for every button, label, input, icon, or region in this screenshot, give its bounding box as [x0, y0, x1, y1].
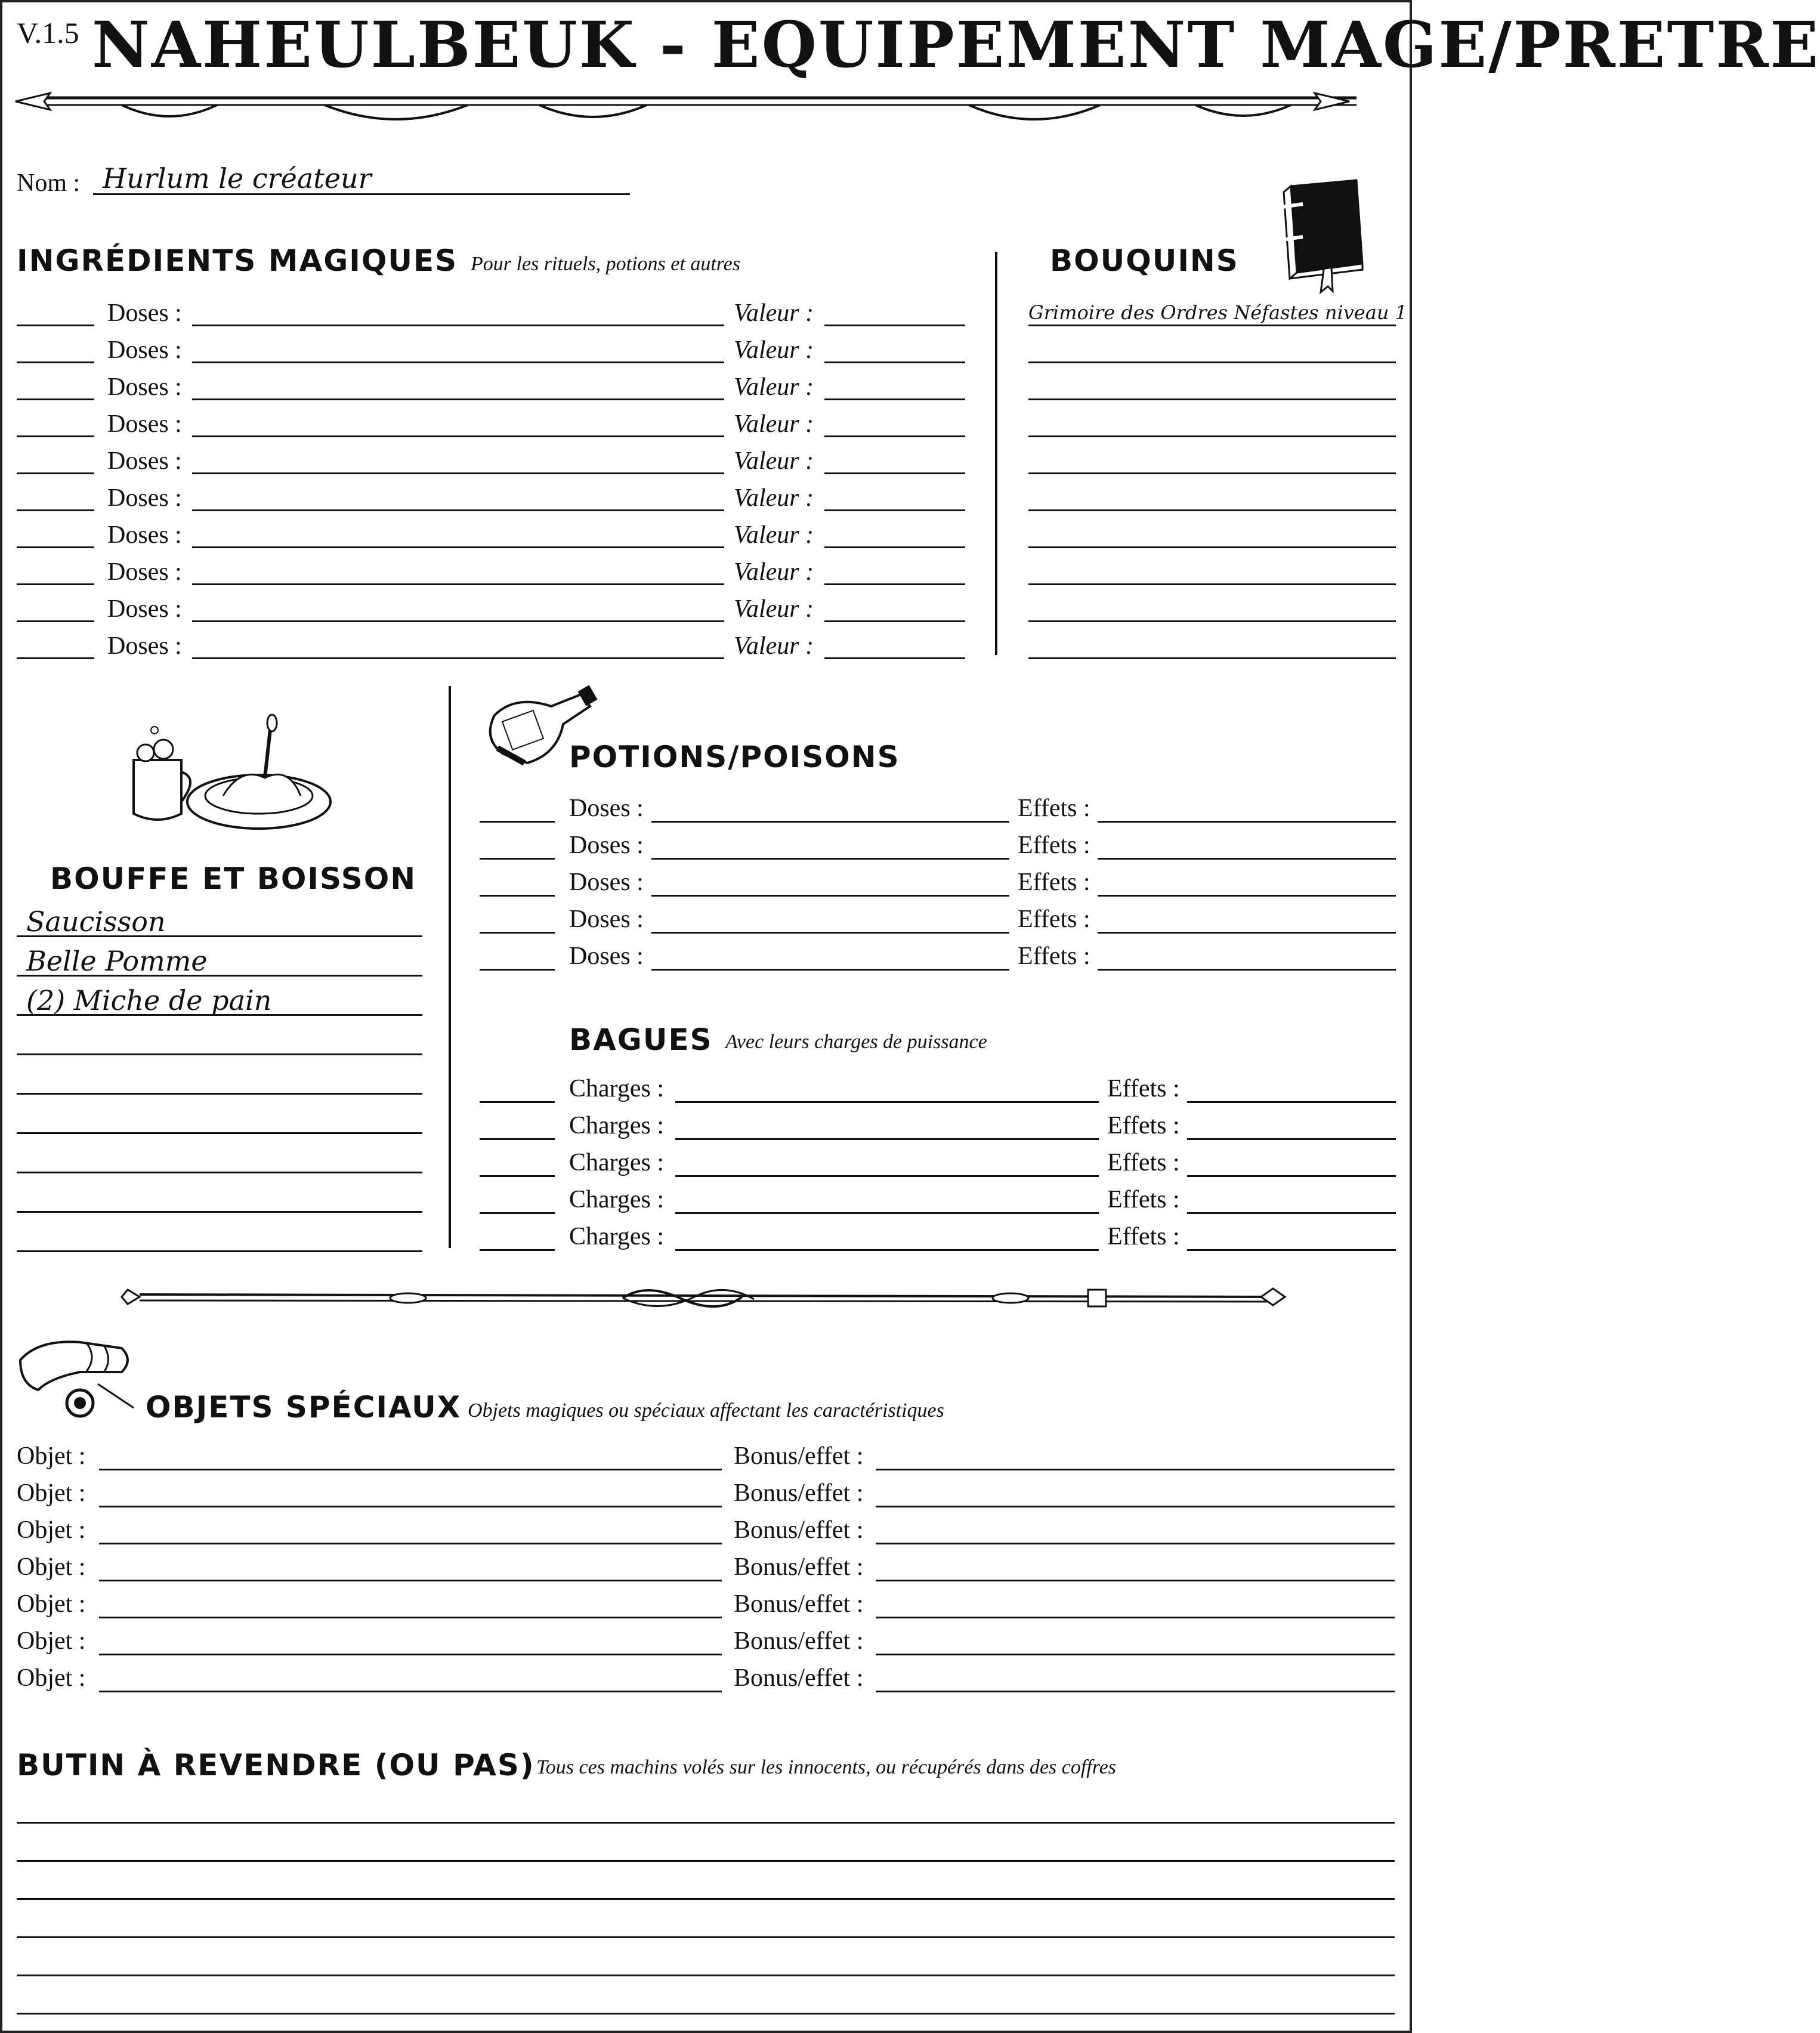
ring-effect-field[interactable]: [1187, 1175, 1396, 1177]
scroll-and-ring-icon: [14, 1336, 140, 1420]
food-field[interactable]: [17, 1211, 422, 1213]
potion-qty-field[interactable]: [480, 895, 555, 897]
special-object-label: Objet :: [17, 1442, 86, 1470]
special-bonus-label: Bonus/effet :: [734, 1442, 864, 1470]
ingredient-qty-field[interactable]: [17, 583, 94, 585]
ingredient-dose-label: Doses :: [107, 299, 182, 327]
ingredient-dose-label: Doses :: [107, 410, 182, 438]
potion-name-field[interactable]: [651, 932, 1009, 934]
ring-charges-field[interactable]: [675, 1175, 1099, 1177]
book-field[interactable]: [1028, 398, 1396, 400]
rings-subtitle: Avec leurs charges de puissance: [725, 1031, 987, 1053]
book-field[interactable]: [1028, 472, 1396, 474]
special-objects-list: [2, 1444, 1410, 1712]
ingredient-value-label: Valeur :: [734, 521, 814, 549]
special-bonus-field[interactable]: [876, 1506, 1395, 1507]
ingredient-value-field[interactable]: [824, 583, 965, 585]
ingredient-qty-field[interactable]: [17, 620, 94, 622]
potion-effect-field[interactable]: [1098, 932, 1396, 934]
column-divider: [995, 252, 997, 655]
ingredient-value-field[interactable]: [824, 472, 965, 474]
loot-field[interactable]: [17, 2013, 1395, 2015]
page-title: NAHEULBEUK - EQUIPEMENT MAGE/PRETRE: [92, 7, 1820, 82]
ingredient-value-label: Valeur :: [734, 373, 814, 401]
special-object-field[interactable]: [99, 1580, 722, 1581]
ingredient-name-field[interactable]: [192, 435, 724, 437]
book-field[interactable]: [1028, 620, 1396, 622]
ingredient-value-field[interactable]: [824, 620, 965, 622]
ingredients-list: [2, 301, 981, 671]
potion-dose-label: Doses :: [569, 869, 644, 896]
potion-name-field[interactable]: [651, 858, 1009, 860]
ring-charges-field[interactable]: [675, 1249, 1099, 1251]
book-field[interactable]: [1028, 509, 1396, 511]
book-field[interactable]: [1028, 546, 1396, 548]
loot-field[interactable]: [17, 1898, 1395, 1900]
books-title: BOUQUINS: [1050, 243, 1239, 278]
potion-effect-label: Effets :: [1018, 795, 1090, 822]
potion-qty-field[interactable]: [480, 969, 555, 971]
ring-effect-label: Effets :: [1107, 1186, 1180, 1213]
loot-field[interactable]: [17, 1936, 1395, 1938]
ingredient-value-label: Valeur :: [734, 410, 814, 438]
special-bonus-field[interactable]: [876, 1617, 1395, 1618]
special-bonus-label: Bonus/effet :: [734, 1664, 864, 1692]
book-field[interactable]: [1028, 362, 1396, 363]
ingredient-value-field[interactable]: [824, 657, 965, 659]
food-field[interactable]: [17, 1053, 422, 1055]
rings-list: [474, 1076, 1404, 1267]
ingredient-name-field[interactable]: [192, 398, 724, 400]
book-icon: [1273, 174, 1368, 293]
ring-effect-label: Effets :: [1107, 1075, 1180, 1102]
special-object-field[interactable]: [99, 1654, 722, 1655]
ring-effect-label: Effets :: [1107, 1149, 1180, 1176]
ingredient-value-field[interactable]: [824, 325, 965, 326]
book-field[interactable]: [1028, 583, 1396, 585]
food-field[interactable]: [17, 1172, 422, 1173]
name-value[interactable]: Hurlum le créateur: [103, 162, 372, 194]
ring-effect-field[interactable]: [1187, 1101, 1396, 1103]
special-object-field[interactable]: [99, 1506, 722, 1507]
book-entry[interactable]: Grimoire des Ordres Néfastes niveau 1: [1028, 301, 1407, 324]
potion-effect-field[interactable]: [1098, 969, 1396, 971]
ingredients-subtitle: Pour les rituels, potions et autres: [471, 253, 741, 275]
ingredient-value-label: Valeur :: [734, 447, 814, 475]
potion-dose-label: Doses :: [569, 906, 644, 933]
ring-charges-label: Charges :: [569, 1149, 665, 1176]
book-field[interactable]: [1028, 657, 1396, 659]
ingredient-dose-label: Doses :: [107, 595, 182, 623]
ingredient-dose-label: Doses :: [107, 484, 182, 512]
potion-qty-field[interactable]: [480, 858, 555, 860]
special-bonus-label: Bonus/effet :: [734, 1627, 864, 1655]
ingredient-name-field[interactable]: [192, 325, 724, 326]
special-bonus-label: Bonus/effet :: [734, 1590, 864, 1618]
loot-list: [2, 1792, 1410, 2031]
food-field[interactable]: [17, 1132, 422, 1134]
ingredient-name-field[interactable]: [192, 657, 724, 659]
potion-effect-field[interactable]: [1098, 821, 1396, 823]
ingredients-title: INGRÉDIENTS MAGIQUES: [17, 243, 458, 278]
food-entry[interactable]: Saucisson: [26, 906, 166, 938]
ring-effect-label: Effets :: [1107, 1223, 1180, 1250]
potion-name-field[interactable]: [651, 969, 1009, 971]
rings-title: BAGUES: [569, 1022, 713, 1057]
ring-name-field[interactable]: [480, 1212, 555, 1214]
ingredient-name-field[interactable]: [192, 620, 724, 622]
special-object-label: Objet :: [17, 1590, 86, 1618]
potion-dose-label: Doses :: [569, 795, 644, 822]
ring-charges-label: Charges :: [569, 1186, 665, 1213]
ingredient-name-field[interactable]: [192, 583, 724, 585]
ingredient-value-field[interactable]: [824, 435, 965, 437]
loot-field[interactable]: [17, 1822, 1395, 1824]
ingredient-qty-field[interactable]: [17, 362, 94, 363]
loot-field[interactable]: [17, 1975, 1395, 1976]
ingredient-qty-field[interactable]: [17, 509, 94, 511]
ring-name-field[interactable]: [480, 1175, 555, 1177]
ingredient-value-label: Valeur :: [734, 632, 814, 660]
food-entry[interactable]: Belle Pomme: [26, 945, 208, 977]
potion-effect-label: Effets :: [1018, 832, 1090, 859]
special-bonus-label: Bonus/effet :: [734, 1553, 864, 1581]
potion-dose-label: Doses :: [569, 943, 644, 970]
ingredient-qty-field[interactable]: [17, 398, 94, 400]
special-bonus-label: Bonus/effet :: [734, 1516, 864, 1544]
ingredient-value-label: Valeur :: [734, 299, 814, 327]
loot-title: BUTIN À REVENDRE (OU PAS): [17, 1748, 535, 1782]
ingredient-value-label: Valeur :: [734, 484, 814, 512]
name-label: Nom :: [17, 169, 81, 197]
potion-effect-label: Effets :: [1018, 869, 1090, 896]
ingredient-qty-field[interactable]: [17, 472, 94, 474]
special-object-field[interactable]: [99, 1691, 722, 1692]
ring-name-field[interactable]: [480, 1249, 555, 1251]
special-objects-subtitle: Objets magiques ou spéciaux affectant les caractéristiques: [468, 1399, 944, 1422]
ring-effect-field[interactable]: [1187, 1138, 1396, 1140]
food-field[interactable]: [17, 1093, 422, 1095]
ring-effect-field[interactable]: [1187, 1212, 1396, 1214]
ring-charges-label: Charges :: [569, 1112, 665, 1139]
ingredient-qty-field[interactable]: [17, 325, 94, 326]
special-bonus-field[interactable]: [876, 1691, 1395, 1692]
book-field[interactable]: [1028, 435, 1396, 437]
special-bonus-field[interactable]: [876, 1580, 1395, 1581]
special-bonus-field[interactable]: [876, 1543, 1395, 1544]
special-object-label: Objet :: [17, 1479, 86, 1507]
ring-name-field[interactable]: [480, 1101, 555, 1103]
ingredient-dose-label: Doses :: [107, 558, 182, 586]
ingredient-qty-field[interactable]: [17, 435, 94, 437]
food-field[interactable]: [17, 1250, 422, 1252]
ingredient-dose-label: Doses :: [107, 336, 182, 364]
ingredient-value-field[interactable]: [824, 398, 965, 400]
ingredient-value-label: Valeur :: [734, 595, 814, 623]
food-entry[interactable]: (2) Miche de pain: [26, 984, 272, 1016]
ingredient-dose-label: Doses :: [107, 521, 182, 549]
ingredient-dose-label: Doses :: [107, 373, 182, 401]
ingredient-value-field[interactable]: [824, 362, 965, 363]
potion-effect-label: Effets :: [1018, 906, 1090, 933]
books-list: [1028, 301, 1407, 671]
food-title: BOUFFE ET BOISSON: [50, 861, 417, 896]
special-object-label: Objet :: [17, 1664, 86, 1692]
potion-qty-field[interactable]: [480, 932, 555, 934]
special-object-label: Objet :: [17, 1516, 86, 1544]
special-bonus-field[interactable]: [876, 1654, 1395, 1655]
ingredient-value-field[interactable]: [824, 509, 965, 511]
ingredient-value-label: Valeur :: [734, 336, 814, 364]
ingredient-value-label: Valeur :: [734, 558, 814, 586]
staff-divider-icon: [110, 1279, 1297, 1327]
special-object-field[interactable]: [99, 1543, 722, 1544]
ring-charges-field[interactable]: [675, 1101, 1099, 1103]
potion-effect-field[interactable]: [1098, 858, 1396, 860]
ingredient-dose-label: Doses :: [107, 447, 182, 475]
column-divider-2: [449, 686, 451, 1248]
ingredient-value-field[interactable]: [824, 546, 965, 548]
special-object-field[interactable]: [99, 1469, 722, 1470]
loot-field[interactable]: [17, 1860, 1395, 1862]
ring-charges-field[interactable]: [675, 1138, 1099, 1140]
spear-divider-icon: [14, 80, 1351, 128]
book-field[interactable]: [1028, 325, 1396, 326]
potions-list: [474, 796, 1404, 987]
ingredient-name-field[interactable]: [192, 362, 724, 363]
ring-charges-field[interactable]: [675, 1212, 1099, 1214]
special-bonus-field[interactable]: [876, 1469, 1395, 1470]
potion-dose-label: Doses :: [569, 832, 644, 859]
ring-effect-field[interactable]: [1187, 1249, 1396, 1251]
ring-name-field[interactable]: [480, 1138, 555, 1140]
food-and-drink-icon: [122, 712, 336, 838]
special-object-field[interactable]: [99, 1617, 722, 1618]
ingredient-qty-field[interactable]: [17, 546, 94, 548]
ingredient-name-field[interactable]: [192, 509, 724, 511]
version-label: V.1.5: [17, 16, 79, 50]
special-object-label: Objet :: [17, 1627, 86, 1655]
potion-qty-field[interactable]: [480, 821, 555, 823]
potion-effect-field[interactable]: [1098, 895, 1396, 897]
food-list: [2, 903, 432, 1261]
ingredient-name-field[interactable]: [192, 546, 724, 548]
special-objects-title: OBJETS SPÉCIAUX: [146, 1390, 462, 1425]
potions-title: POTIONS/POISONS: [569, 740, 900, 774]
ring-effect-label: Effets :: [1107, 1112, 1180, 1139]
ingredient-qty-field[interactable]: [17, 657, 94, 659]
loot-subtitle: Tous ces machins volés sur les innocents, ou récupérés dans des coffres: [536, 1756, 1117, 1778]
potion-effect-label: Effets :: [1018, 943, 1090, 970]
ring-charges-label: Charges :: [569, 1223, 665, 1250]
ring-charges-label: Charges :: [569, 1075, 665, 1102]
special-bonus-label: Bonus/effet :: [734, 1479, 864, 1507]
potion-name-field[interactable]: [651, 895, 1009, 897]
ingredient-dose-label: Doses :: [107, 632, 182, 660]
potion-name-field[interactable]: [651, 821, 1009, 823]
special-object-label: Objet :: [17, 1553, 86, 1581]
ingredient-name-field[interactable]: [192, 472, 724, 474]
